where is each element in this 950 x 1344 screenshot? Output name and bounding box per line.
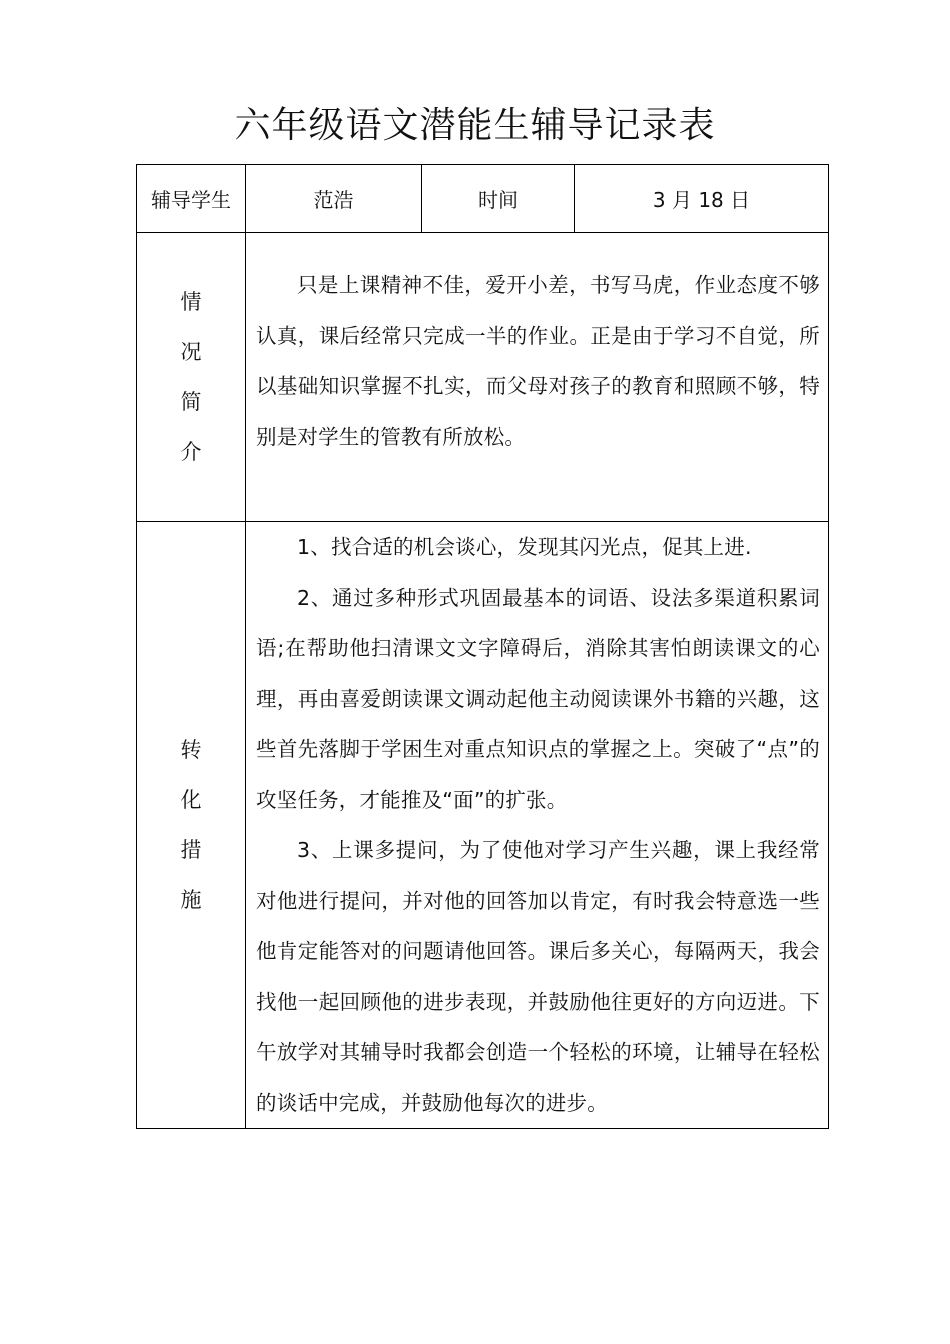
measures-label-char: 措 <box>180 838 202 862</box>
measure-item: 2、通过多种形式巩固最基本的词语、设法多渠道积累词语;在帮助他扫清课文文字障碍后，消除其害怕朗读课文的心理，再由喜爱朗读课文调动起他主动阅读课外书籍的兴趣，这些首先落脚于学困生对重点知识点的掌握之上。突破了“点”的攻坚任务，才能推及“面”的扩张。 <box>256 585 820 812</box>
record-table <box>136 164 829 1129</box>
situation-row <box>137 233 829 522</box>
situation-content <box>246 233 829 522</box>
date-value: 3 月 18 日 <box>575 165 829 233</box>
situation-label <box>137 233 246 522</box>
time-label: 时间 <box>422 165 575 233</box>
measures-label-char: 转 <box>180 738 202 762</box>
situation-label-char: 况 <box>180 340 202 364</box>
situation-text: 只是上课精神不佳，爱开小差，书写马虎，作业态度不够认真，课后经常只完成一半的作业。正是由于学习不自觉，所以基础知识掌握不扎实，而父母对孩子的教育和照顾不够，特别是对学生的管教有所放松。 <box>256 273 820 449</box>
student-name: 范浩 <box>246 165 422 233</box>
situation-label-char: 介 <box>180 440 202 464</box>
measures-label-char: 化 <box>180 788 202 812</box>
measures-label-char: 施 <box>180 888 202 912</box>
situation-label-char: 简 <box>180 390 202 414</box>
measures-row <box>137 522 829 1129</box>
page-title: 六年级语文潜能生辅导记录表 <box>234 105 716 146</box>
measures-label <box>137 522 246 1129</box>
header-row <box>137 165 829 233</box>
student-label: 辅导学生 <box>137 165 246 233</box>
measures-content <box>246 522 829 1129</box>
situation-label-char: 情 <box>180 290 202 314</box>
measure-item: 3、上课多提问，为了使他对学习产生兴趣，课上我经常对他进行提问，并对他的回答加以肯定，有时我会特意选一些他肯定能答对的问题请他回答。课后多关心，每隔两天，我会找他一起回顾他的进步表现，并鼓励他往更好的方向迈进。下午放学对其辅导时我都会创造一个轻松的环境，让辅导在轻松的谈话中完成，并鼓励他每次的进步。 <box>256 838 820 1115</box>
measure-item: 1、找合适的机会谈心，发现其闪光点，促其上进. <box>297 535 752 559</box>
